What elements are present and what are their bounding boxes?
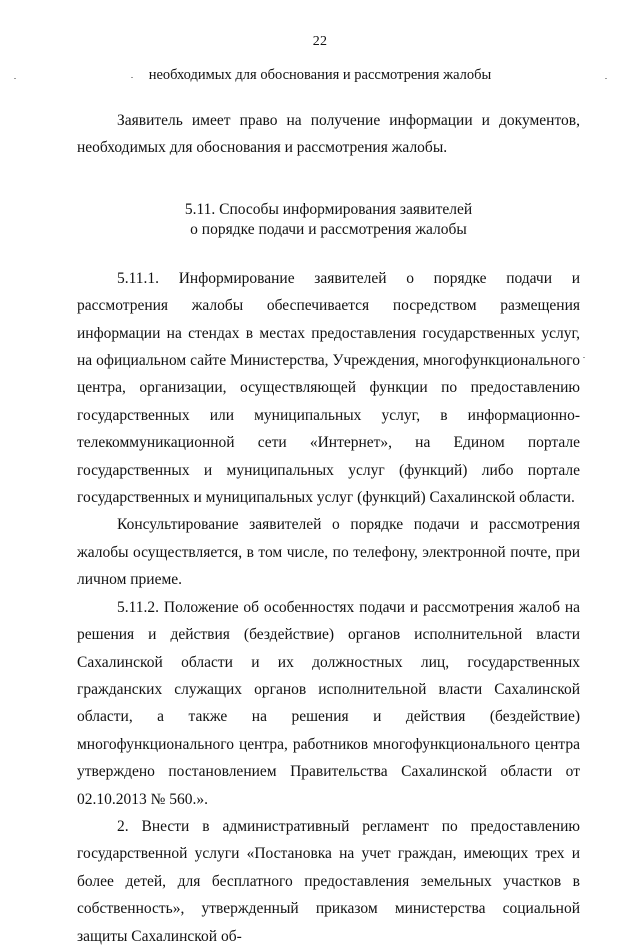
- scan-speck: [605, 78, 607, 79]
- section-heading: [77, 200, 580, 241]
- paragraph-5-11-2: 5.11.2. Положение об особенностях подачи и рассмотрения жалоб на решения и действия (бездействие) органов исполнительной власти Сахалинской области и их должностных лиц, государственных гражданских служащих органов исполнительной власти Сахалинской области, а также на решения и действия (бездействие) многофункционального центра, работников многофункционального центра утверждено постановлением Правительства Сахалинской области от 02.10.2013 № 560.».: [77, 598, 580, 808]
- paragraph-applicant-rights: Заявитель имеет право на получение информации и документов, необходимых для обоснования и рассмотрения жалобы.: [77, 112, 580, 157]
- section-heading-line-1: 5.11. Способы информирования заявителей: [184, 200, 473, 218]
- page-number: 22: [312, 34, 328, 49]
- paragraph-amendment-2: 2. Внести в административный регламент по предоставлению государственной услуги «Постановка на учет граждан, имеющих трех и более детей, для бесплатного предоставления земельных участков в собственность», утвержденный приказом министерства социальной защиты Сахалинской об-: [77, 817, 580, 945]
- paragraph-consulting: Консультирование заявителей о порядке подачи и рассмотрения жалобы осуществляется, в том числе, по телефону, электронной почте, при личном приеме.: [77, 516, 580, 589]
- paragraph-5-11-1: 5.11.1. Информирование заявителей о порядке подачи и рассмотрения жалобы обеспечивается посредством размещения информации на стендах в местах предоставления государственных услуг, на официальном сайте Министерства, Учреждения, многофункционального центра, организации, осуществляющей функции по предоставлению государственных или муниципальных услуг, в информационно-телекоммуникационной сети «Интернет», на Едином портале государственных и муниципальных услуг (функций) либо портале государственных и муниципальных услуг (функций) Сахалинской области.: [77, 269, 580, 507]
- scan-speck: [131, 77, 133, 78]
- scan-speck: [583, 357, 585, 358]
- scan-speck: [14, 78, 16, 79]
- document-body: [77, 107, 580, 950]
- section-heading-line-2: о порядке подачи и рассмотрения жалобы: [190, 221, 467, 239]
- running-head: необходимых для обоснования и рассмотрения жалобы: [148, 67, 492, 83]
